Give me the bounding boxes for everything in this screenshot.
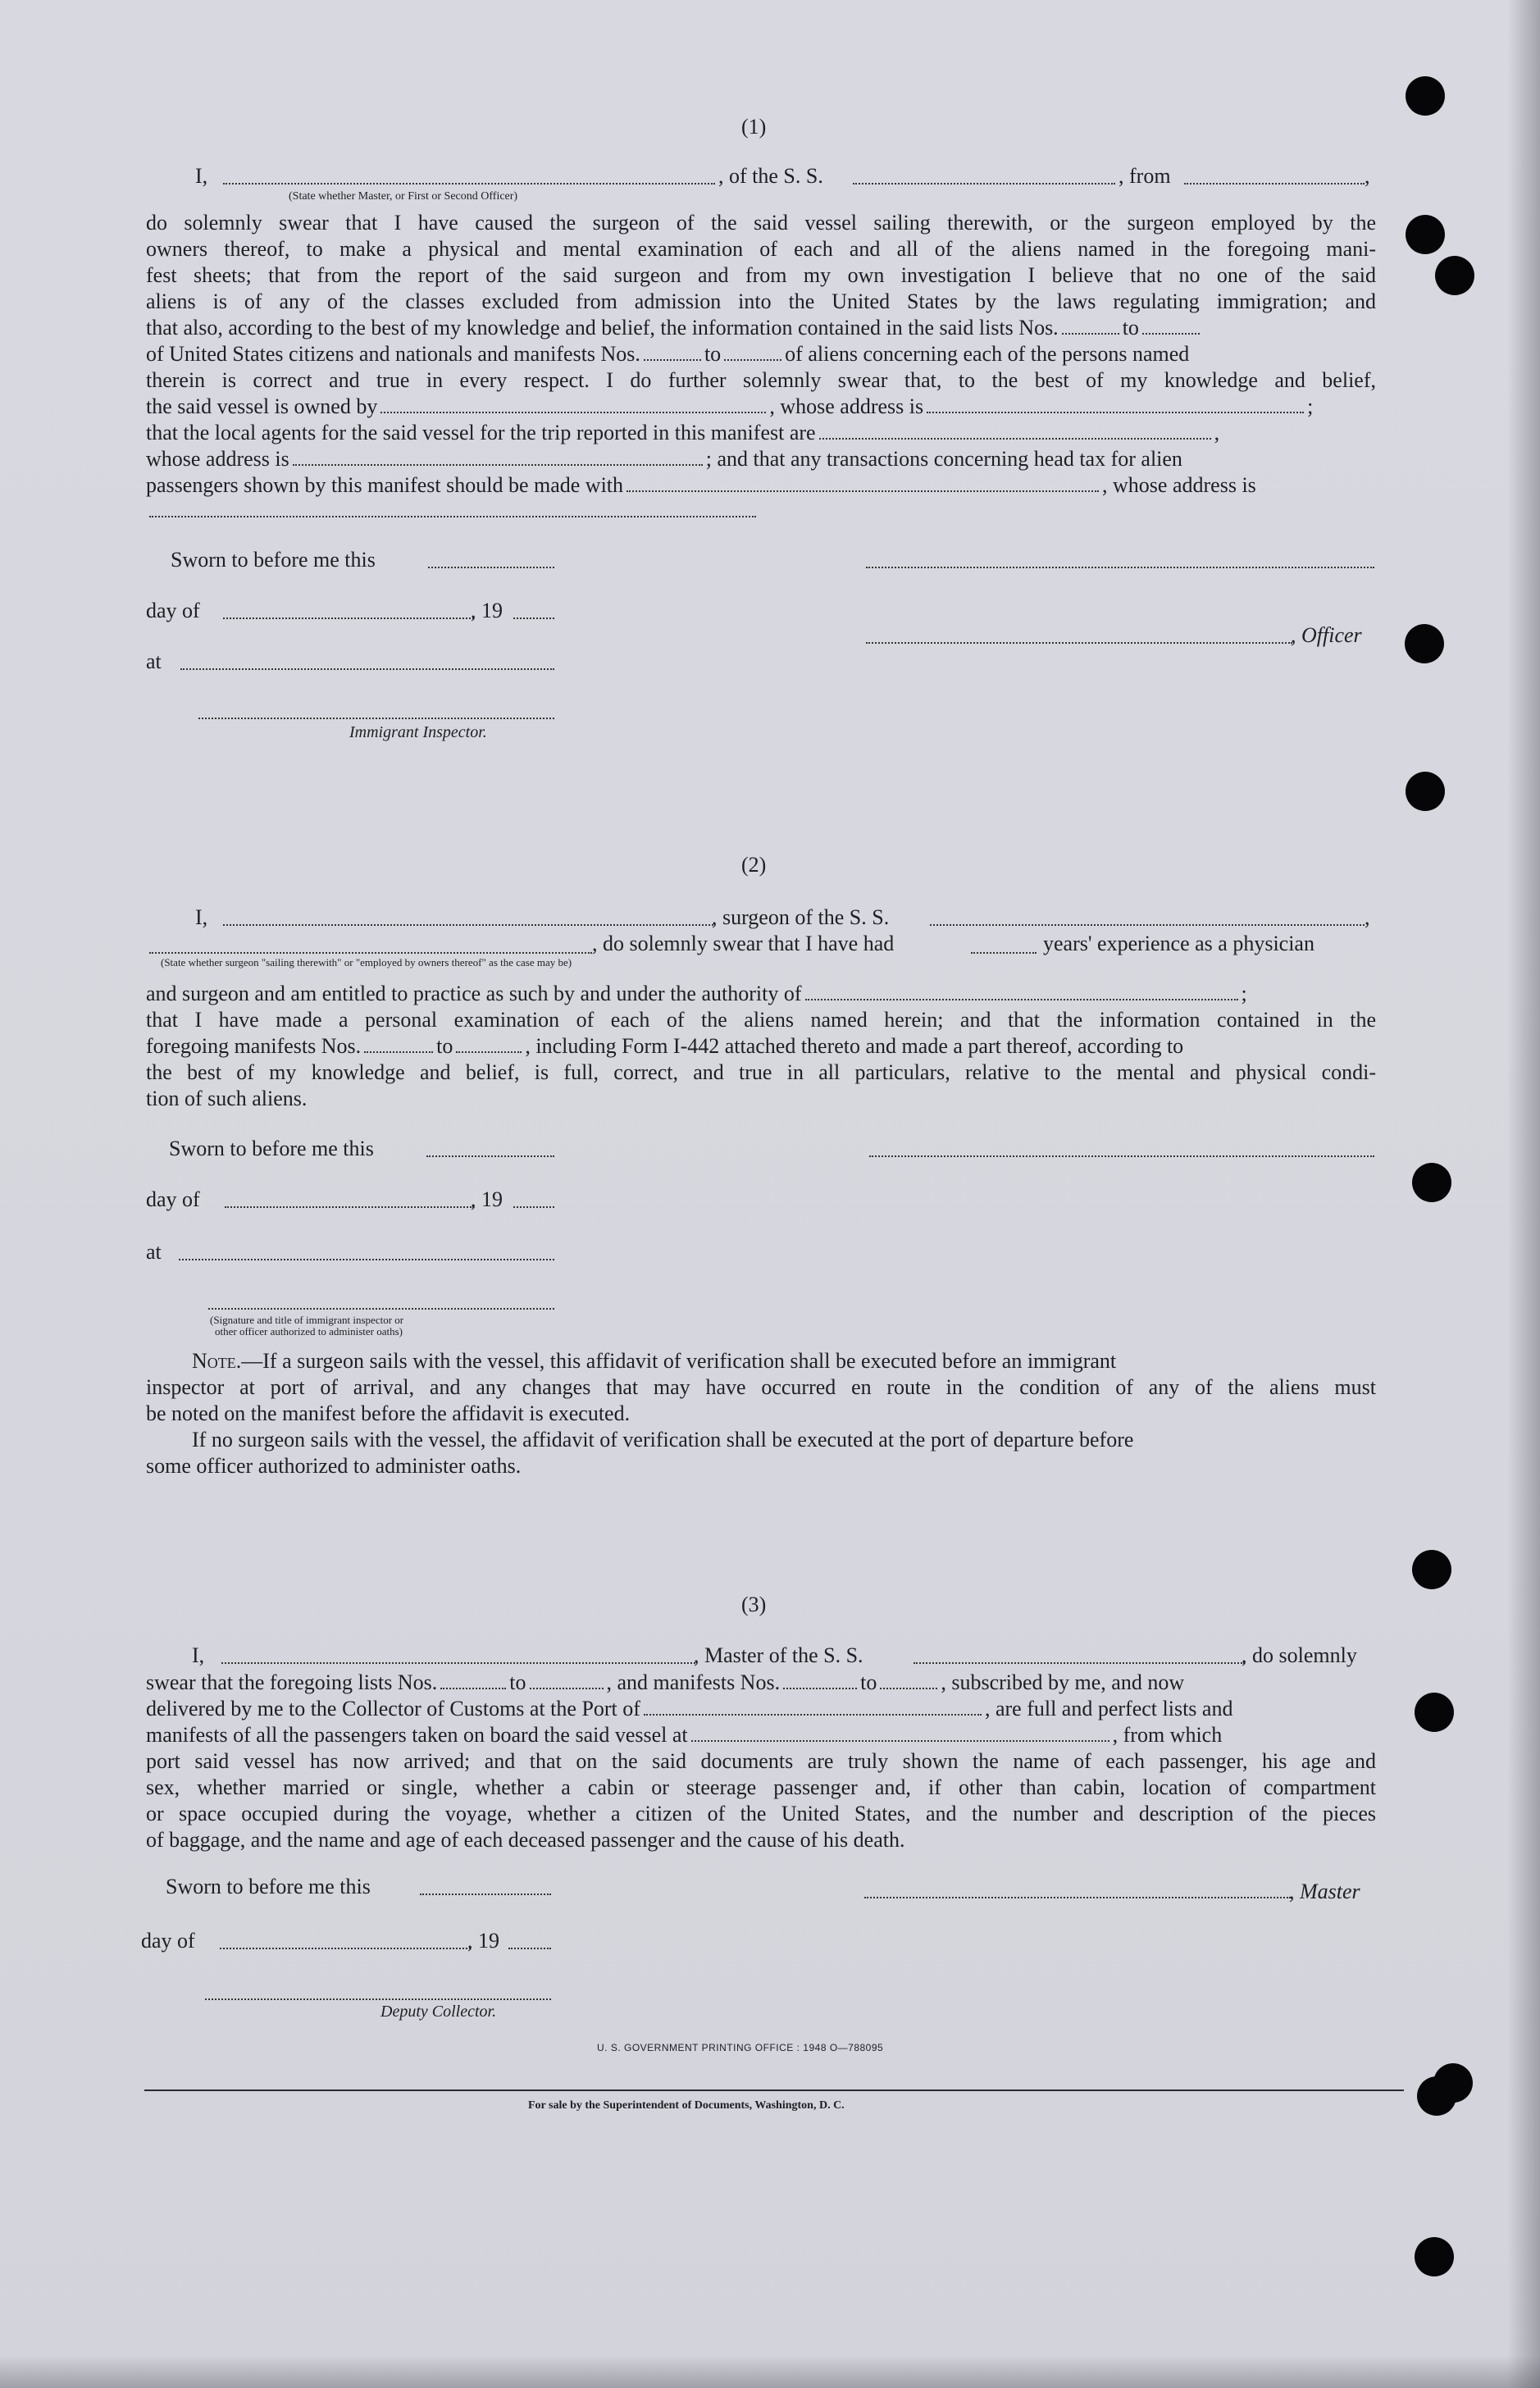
s1-manifests-label: of United States citizens and nationals and manifests Nos.	[146, 342, 640, 366]
punch-hole	[1412, 1550, 1451, 1589]
scan-edge-shadow-bottom	[0, 2355, 1540, 2388]
s3-deputy-signature-field[interactable]	[205, 1998, 551, 2000]
s2-to-label: to	[436, 1034, 453, 1058]
s3-i-label: I,	[192, 1643, 205, 1667]
s1-sworn-day-field[interactable]	[428, 566, 554, 568]
s2-sig-hint-2: other officer authorized to administer oaths)	[215, 1325, 403, 1338]
punch-hole	[1406, 772, 1445, 811]
scan-edge-shadow	[1507, 0, 1540, 2388]
s3-line: sex, whether married or single, whether a cabin or steerage passenger and, if other than cabin, location of compartment	[146, 1775, 1376, 1799]
s1-agents-line	[146, 420, 1376, 445]
s3-year-label: , 19	[467, 1929, 499, 1953]
s1-lists-from-field[interactable]	[1062, 332, 1119, 335]
punch-hole	[1415, 1693, 1454, 1732]
s1-month-field[interactable]	[223, 617, 474, 619]
s1-officer-title-field[interactable]	[866, 641, 1292, 644]
s2-authority-field[interactable]	[805, 998, 1238, 1000]
s1-owner-field[interactable]	[380, 411, 766, 413]
s1-year-field[interactable]	[513, 617, 554, 619]
s3-master-label: , Master	[1289, 1880, 1360, 1903]
s2-sig-hint-1: (Signature and title of immigrant inspector or	[210, 1314, 404, 1326]
s3-manifests-label: , and manifests Nos.	[606, 1670, 781, 1694]
punch-hole	[1405, 624, 1444, 663]
s2-sworn-day-field[interactable]	[426, 1155, 554, 1157]
s3-master-name-field[interactable]	[221, 1661, 695, 1664]
s2-surgeon-name-field[interactable]	[223, 923, 713, 926]
s2-note-text: If no surgeon sails with the vessel, the affidavit of verification shall be executed at the port of departure before	[192, 1428, 1134, 1451]
s1-line: therein is correct and true in every respect. I do further solemnly swear that, to the best of my knowledge and belief,	[146, 368, 1376, 392]
s1-officer-label: , Officer	[1291, 623, 1362, 647]
s1-owner-address-field[interactable]	[927, 411, 1304, 413]
s3-ship-name-field[interactable]	[914, 1661, 1245, 1664]
s2-i-label: I,	[195, 905, 208, 929]
s2-manifests-to-field[interactable]	[456, 1050, 522, 1053]
punch-hole	[1433, 2063, 1473, 2103]
s3-day-of-label: day of	[141, 1929, 195, 1953]
s1-agent-address-field[interactable]	[293, 463, 703, 466]
s3-line: of baggage, and the name and age of each deceased passenger and the cause of his death.	[146, 1828, 905, 1852]
s3-boarded-port-field[interactable]	[691, 1739, 1109, 1742]
s1-semicolon: ;	[1307, 394, 1314, 418]
s1-ship-name-field[interactable]	[853, 182, 1115, 185]
s3-full-lists-label: , are full and perfect lists and	[984, 1697, 1233, 1720]
s3-to-label: to	[509, 1670, 526, 1694]
s3-month-field[interactable]	[220, 1947, 471, 1949]
s1-at-field[interactable]	[180, 668, 554, 670]
s3-solemnly-label: , do solemnly	[1242, 1643, 1357, 1667]
s2-years-field[interactable]	[971, 951, 1037, 954]
s2-at-label: at	[146, 1240, 162, 1264]
s3-port-line	[146, 1696, 1376, 1721]
s3-subscribed-label: , subscribed by me, and now	[941, 1670, 1185, 1694]
s2-form-label: , including Form I-442 attached thereto and made a part thereof, according to	[525, 1034, 1184, 1058]
s1-headtax-address-field[interactable]	[149, 515, 756, 517]
punch-hole	[1406, 76, 1445, 116]
for-sale-note: For sale by the Superintendent of Documents, Washington, D. C.	[528, 2099, 845, 2112]
s1-sworn-label: Sworn to before me this	[171, 548, 376, 572]
s1-officer-signature-field[interactable]	[866, 566, 1374, 568]
s2-day-of-label: day of	[146, 1187, 200, 1211]
s2-authority-line	[146, 981, 1376, 1006]
s3-sworn-day-field[interactable]	[420, 1893, 551, 1895]
s3-from-which-label: , from which	[1112, 1723, 1223, 1747]
s2-sailing-status-field[interactable]	[149, 951, 592, 954]
s1-officer-name-field[interactable]	[223, 182, 715, 185]
s1-to-label: to	[1122, 316, 1139, 340]
s3-manifests-to-field[interactable]	[880, 1687, 937, 1689]
s2-note-line-1	[146, 1348, 1376, 1374]
s1-headtax-label: ; and that any transactions concerning head tax for alien	[705, 447, 1182, 471]
s1-line: do solemnly swear that I have caused the surgeon of the said vessel sailing therewith, or the surgeon employed by the	[146, 211, 1376, 235]
section-3-number: (3)	[741, 1593, 767, 1616]
s2-ship-name-field[interactable]	[930, 923, 1365, 926]
s1-whose-address-label: , whose address is	[1102, 473, 1256, 497]
gpo-imprint: U. S. GOVERNMENT PRINTING OFFICE : 1948 O—788095	[597, 2042, 884, 2053]
section-1-number: (1)	[741, 115, 767, 139]
s1-from-label: , from	[1119, 164, 1171, 188]
s2-comma: ,	[1365, 905, 1370, 929]
s1-line: owners thereof, to make a physical and mental examination of each and all of the aliens named in the foregoing mani-	[146, 237, 1376, 261]
s2-note-line: be noted on the manifest before the affidavit is executed.	[146, 1401, 631, 1425]
s1-inspector-label: Immigrant Inspector.	[349, 723, 487, 741]
section-2-number: (2)	[741, 853, 767, 877]
s3-port-field[interactable]	[644, 1713, 982, 1716]
s2-note-line: some officer authorized to administer oaths.	[146, 1454, 522, 1478]
s1-inspector-signature-field[interactable]	[198, 717, 554, 719]
s1-i-label: I,	[195, 164, 208, 188]
s1-at-label: at	[146, 649, 162, 673]
s2-line: tion of such aliens.	[146, 1087, 308, 1110]
s3-lists-line	[146, 1670, 1376, 1695]
s2-manifests-line	[146, 1033, 1376, 1059]
s2-month-field[interactable]	[225, 1205, 474, 1208]
punch-hole	[1406, 215, 1445, 254]
s1-headtax-party-field[interactable]	[626, 490, 1099, 492]
s1-to-label: to	[704, 342, 722, 366]
s2-year-field[interactable]	[513, 1205, 554, 1208]
s3-sworn-label: Sworn to before me this	[166, 1875, 371, 1898]
s1-lists-line	[146, 315, 1376, 340]
s2-manifests-label: foregoing manifests Nos.	[146, 1034, 362, 1058]
s1-lists-label: that also, according to the best of my knowledge and belief, the information contained in the said lists Nos.	[146, 316, 1059, 340]
s3-lists-label: swear that the foregoing lists Nos.	[146, 1670, 438, 1694]
s3-line: port said vessel has now arrived; and that on the said documents are truly shown the name of each passenger, his age and	[146, 1749, 1376, 1773]
s1-of-ss-label: , of the S. S.	[718, 164, 823, 188]
s1-lists-to-field[interactable]	[1142, 332, 1200, 335]
s2-note-line: inspector at port of arrival, and any changes that may have occurred en route in the condition of any of the aliens must	[146, 1375, 1376, 1399]
s1-day-of-label: day of	[146, 599, 200, 622]
s1-comma: ,	[1365, 164, 1370, 188]
s1-owned-by-label: the said vessel is owned by	[146, 394, 378, 418]
s2-status-hint: (State whether surgeon "sailing therewith" or "employed by owners thereof" as the case may be)	[161, 956, 572, 968]
s2-year-label: , 19	[471, 1187, 503, 1211]
s2-years-label: years' experience as a physician	[1043, 932, 1314, 955]
s2-at-field[interactable]	[179, 1258, 554, 1260]
s1-agent-address-label: whose address is	[146, 447, 289, 471]
s3-port-label: delivered by me to the Collector of Customs at the Port of	[146, 1697, 640, 1720]
s1-agents-field[interactable]	[819, 437, 1211, 440]
s2-swear-label: , do solemnly swear that I have had	[592, 932, 895, 955]
s1-manifests-from-field[interactable]	[644, 358, 701, 361]
s2-line: the best of my knowledge and belief, is full, correct, and true in all particulars, relative to the mental and physical condi-	[146, 1060, 1376, 1084]
s1-manifests-to-field[interactable]	[724, 358, 781, 361]
s3-to-label: to	[860, 1670, 877, 1694]
s2-note-label: Note.	[192, 1349, 242, 1373]
punch-hole	[1412, 1163, 1451, 1202]
s3-boarded-line	[146, 1722, 1376, 1748]
s2-semicolon: ;	[1241, 982, 1247, 1005]
s1-agents-label: that the local agents for the said vessel for the trip reported in this manifest are	[146, 421, 816, 444]
s3-deputy-label: Deputy Collector.	[380, 2003, 497, 2021]
s1-aliens-label: of aliens concerning each of the persons named	[785, 342, 1190, 366]
s3-year-field[interactable]	[508, 1947, 551, 1949]
s2-inspector-signature-field[interactable]	[208, 1307, 554, 1310]
s2-note-line-4	[146, 1427, 1376, 1452]
s1-from-field[interactable]	[1184, 182, 1365, 185]
s2-manifests-from-field[interactable]	[364, 1050, 433, 1053]
s1-address-label: , whose address is	[769, 394, 924, 418]
footer-rule	[144, 2090, 1404, 2091]
s3-boarded-label: manifests of all the passengers taken on board the said vessel at	[146, 1723, 688, 1747]
s2-authority-label: and surgeon and am entitled to practice as such by and under the authority of	[146, 982, 802, 1005]
s1-headtax-line	[146, 446, 1376, 472]
s2-note-text: —If a surgeon sails with the vessel, this affidavit of verification shall be executed before an immigrant	[241, 1349, 1117, 1373]
s2-line: that I have made a personal examination of each of the aliens named herein; and that the information contained in the	[146, 1008, 1376, 1032]
s3-lists-from-field[interactable]	[440, 1687, 506, 1689]
s1-comma: ,	[1214, 421, 1220, 444]
s3-master-of-label: , Master of the S. S.	[694, 1643, 863, 1667]
s1-line: fest sheets; that from the report of the said surgeon and from my own investigation I believe that no one of the said	[146, 263, 1376, 287]
s2-surgeon-signature-field[interactable]	[869, 1155, 1374, 1157]
s1-officer-hint: (State whether Master, or First or Second Officer)	[289, 190, 518, 203]
s3-line: or space occupied during the voyage, whether a citizen of the United States, and the number and description of the pieces	[146, 1802, 1376, 1825]
s1-owner-line	[146, 394, 1376, 419]
s2-surgeon-of-label: , surgeon of the S. S.	[712, 905, 890, 929]
s1-year-label: , 19	[471, 599, 503, 622]
punch-hole	[1415, 2237, 1454, 2276]
s3-master-signature-field[interactable]	[864, 1896, 1291, 1898]
s3-lists-to-field[interactable]	[530, 1687, 604, 1689]
punch-hole	[1435, 256, 1474, 295]
s1-headtax-with-line	[146, 472, 1376, 498]
s2-sworn-label: Sworn to before me this	[169, 1137, 374, 1160]
s3-manifests-from-field[interactable]	[783, 1687, 857, 1689]
s1-made-with-label: passengers shown by this manifest should be made with	[146, 473, 624, 497]
s1-manifests-line	[146, 341, 1376, 367]
s1-line: aliens is of any of the classes excluded from admission into the United States by the laws regulating immigration; and	[146, 289, 1376, 313]
